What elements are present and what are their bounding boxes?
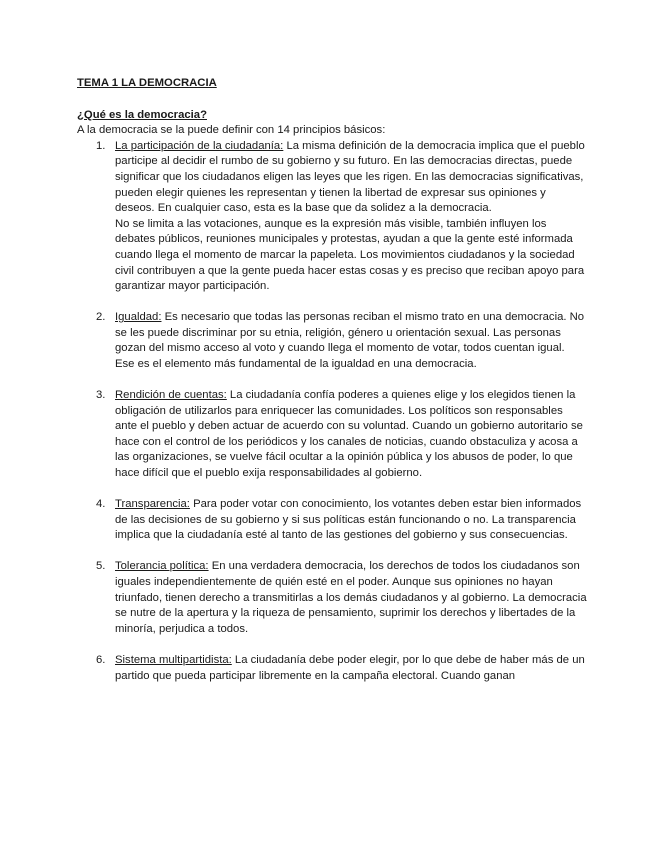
list-item [77, 139, 587, 295]
item-title: La participación de la ciudadanía: [115, 139, 284, 152]
item-number: 6. [96, 653, 106, 666]
document-content [77, 76, 587, 700]
list-item [77, 310, 587, 372]
list-item [77, 559, 587, 637]
item-title: Rendición de cuentas: [115, 389, 227, 402]
list-item [77, 653, 587, 684]
item-paragraph [115, 139, 587, 217]
item-paragraph [115, 559, 587, 637]
item-paragraph [115, 310, 587, 372]
intro-paragraph: A la democracia se la puede definir con 14 principios básicos: [77, 124, 386, 137]
item-number: 2. [96, 311, 106, 324]
item-text: La misma definición de la democracia implica que el pueblo participe al decidir el rumbo de su gobierno y su futuro. En las democracias directas, puede significar que los ciudadanos eligen las leyes que les rigen. En las democracias significativas, pueden elegir quienes les representan y tienen la libertad de expresar sus opiniones y deseos. En cualquier caso, esta es la base que da solidez a la democracia. [115, 139, 585, 215]
item-title: Sistema multipartidista: [115, 653, 232, 666]
item-title: Igualdad: [115, 311, 162, 324]
item-paragraph [115, 653, 587, 684]
item-paragraph-2: No se limita a las votaciones, aunque es la expresión más visible, también influyen los debates públicos, reuniones municipales y protestas, ayudan a que la gente esté informada cuando llega el momento de marcar la papeleta. Los movimientos ciudadanos y la sociedad civil contribuyen a que la gente pueda hacer estas cosas y es preciso que reciban apoyo para garantizar mayor participación. [115, 217, 585, 293]
list-item [77, 497, 587, 544]
item-number: 4. [96, 498, 106, 511]
item-number: 1. [96, 139, 106, 152]
item-title: Tolerancia política: [115, 560, 209, 573]
item-number: 5. [96, 560, 106, 573]
item-paragraph [115, 497, 587, 544]
item-title: Transparencia: [115, 498, 190, 511]
item-text: La ciudadanía confía poderes a quienes elige y los elegidos tienen la obligación de utilizarlos para enriquecer las comunidades. Los políticos son responsables ante el pueblo y deben actuar de acuerdo con su voluntad. Cuando un gobierno autoritario se hace con el control de los periódicos y los canales de noticias, cuando obstaculiza y acosa a las organizaciones, se vuelve fácil ocultar a la opinión pública y los abusos de poder, lo que hace difícil que el pueblo exija responsabilidades al gobierno. [115, 389, 583, 480]
list-item [77, 388, 587, 482]
principles-list [77, 139, 587, 684]
document-title: TEMA 1 LA DEMOCRACIA [77, 77, 217, 89]
item-text: Para poder votar con conocimiento, los votantes deben estar bien informados de las decisiones de su gobierno y si sus políticas están funcionando o no. La transparencia implica que la ciudadanía esté al tanto de las gestiones del gobierno y sus consecuencias. [115, 498, 582, 542]
item-text: En una verdadera democracia, los derechos de todos los ciudadanos son iguales independientemente de quién esté en el poder. Aunque sus opiniones no hayan triunfado, tienen derecho a transmitirlas a los demás ciudadanos y al gobierno. La democracia se nutre de la apertura y la riqueza de pensamiento, suprimir los derechos y libertades de la minoría, perjudica a todos. [115, 560, 587, 635]
item-text: La ciudadanía debe poder elegir, por lo que debe de haber más de un partido que pueda participar libremente en la campaña electoral. Cuando ganan [115, 653, 585, 682]
item-paragraph [115, 388, 587, 482]
item-text: Es necesario que todas las personas reciban el mismo trato en una democracia. No se les puede discriminar por su etnia, religión, género u orientación sexual. Las personas gozan del mismo acceso al voto y cuando llega el momento de votar, todos cuentan igual. Ese es el elemento más fundamental de la igualdad en una democracia. [115, 311, 585, 370]
item-number: 3. [96, 389, 106, 402]
section-heading: ¿Qué es la democracia? [77, 108, 207, 121]
